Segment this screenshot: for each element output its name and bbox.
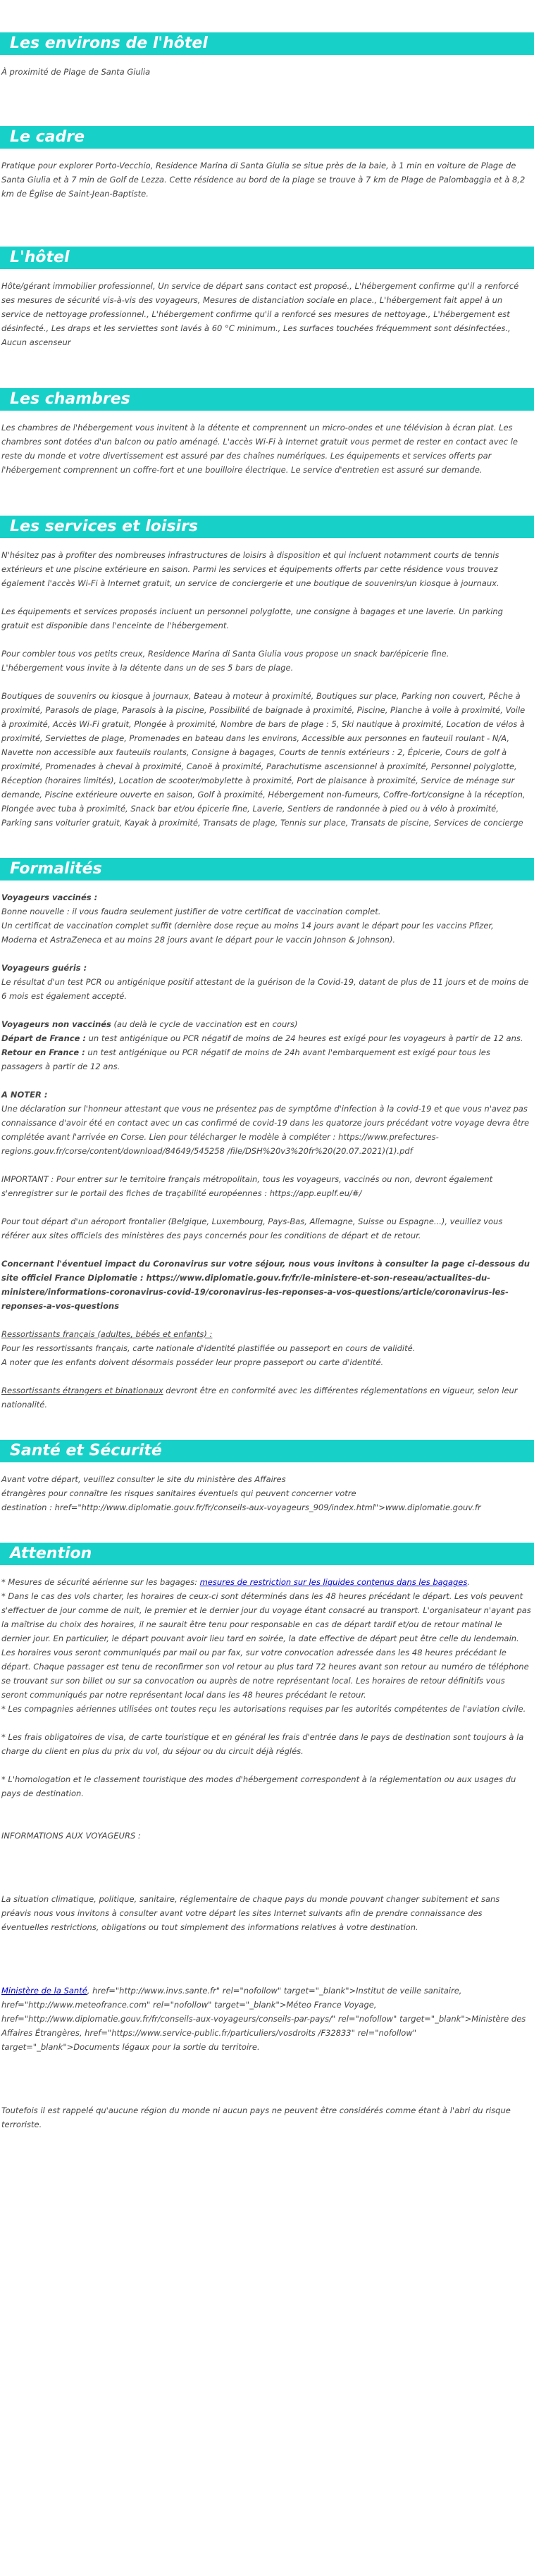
ressort-etr-heading: Ressortissants étrangers et binationaux — [1, 1386, 163, 1395]
sante-line-2: étrangères pour connaître les risques sanitaires éventuels qui peuvent concerner votre — [1, 1488, 356, 1498]
section-title-hotel: L'hôtel — [0, 247, 534, 269]
section-formalites — [0, 881, 534, 1412]
section-title-chambres: Les chambres — [0, 388, 534, 411]
sante-line-3: destination : href="http://www.diplomatie.gouv.fr/fr/conseils-aux-voyageurs_909/index.html">www.diplomatie.gouv.fr — [1, 1502, 481, 1512]
section-title-services: Les services et loisirs — [0, 516, 534, 538]
section-environs — [0, 55, 534, 79]
section-title-attention: Attention — [0, 1543, 534, 1565]
vacc-line-1: Bonne nouvelle : il vous faudra seulement justifier de votre certificat de vaccination complet. — [1, 907, 381, 916]
section-title-environs: Les environs de l'hôtel — [0, 32, 534, 55]
sante-line-1: Avant votre départ, veuillez consulter le site du ministère des Affaires — [1, 1474, 286, 1484]
vacc-heading: Voyageurs vaccinés : — [1, 892, 98, 902]
cadre-text: Pratique pour explorer Porto-Vecchio, Residence Marina di Santa Giulia se situe près de la baie, à 1 min en voiture de Plage de Santa Giulia et à 7 min de Golf de Lezza. Cette résidence au bord de la plage se trouve à 7 km de Plage de Palombaggia et à 8,2 km de Église de Saint-Jean-Baptiste. — [1, 161, 526, 199]
charter-text: * Dans le cas des vols charter, les horaires de ceux-ci sont déterminés dans les 48 heures précédant le départ. Les vols peuvent s'effectuer de jour comme de nuit, le premier et le dernier jour du voyage étant consacré au transport. L'organisateur n'ayant pas la maîtrise du choix des horaires, il ne saurait être tenu pour responsable en cas de départ tardif et/ou de retour matinal le dernier jour. En particulier, le départ pouvant avoir lieu tard en soirée, la date effective de départ peut être celle du lendemain. Les horaires vous seront communiqués par mail ou par fax, sur votre convocation adressée dans les 48 heures précédant le départ. Chaque passager est tenu de reconfirmer son vol retour au plus tard 72 heures avant son retour au numéro de téléphone se trouvant sur son billet ou sur sa convocation ou auprès de notre représentant local. Les horaires de retour définitifs vous seront communiqués par notre représentant local dans les 48 heures précédant le retour. — [1, 1591, 531, 1700]
section-services — [0, 538, 534, 830]
ressort-fr-heading: Ressortissants français (adultes, bébés et enfants) : — [1, 1329, 213, 1339]
retour-label: Retour en France : — [1, 1047, 85, 1057]
terrorisme-text: Toutefois il est rappelé qu'aucune région du monde ni aucun pays ne peuvent être considérés comme étant à l'abri du risque terroriste. — [1, 2105, 511, 2129]
anoter-heading: A NOTER : — [1, 1090, 48, 1100]
depart-label: Départ de France : — [1, 1033, 86, 1043]
mesures-suffix: . — [467, 1577, 471, 1587]
concernant-text: Concernant l'éventuel impact du Coronavirus sur votre séjour, nous vous invitons à consulter la page ci-dessous du site officiel France Diplomatie : https://www.diplomatie.gouv.fr/fr/le-ministere-et-son-reseau/actualites-du-ministere/informations-coronavirus-covid-19/coronavirus-les-reponses-a-vos-questions/article/coronavirus-les-reponses-a-vos-questions — [1, 1259, 530, 1311]
section-cadre — [0, 149, 534, 201]
ministere-link[interactable]: Ministère de la Santé — [1, 1986, 87, 1996]
vacc-line-2: Un certificat de vaccination complet suffit (dernière dose reçue au moins 14 jours avant le départ pour les vaccins Pfizer, Moderna et AstraZeneca et au moins 28 jours avant le départ pour le vaccin Johnson & Johnson). — [1, 921, 494, 945]
hotel-text: Hôte/gérant immobilier professionnel, Un service de départ sans contact est proposé., L'hébergement confirme qu'il a renforcé ses mesures de sécurité vis-à-vis des voyageurs, Mesures de distanciation sociale en place., L'hébergement fait appel à un service de nettoyage professionnel., L'hébergement confirme qu'il a renforcé ses mesures de nettoyage., L'hébergement est désinfecté., Les draps et les serviettes sont lavés à 60 °C minimum., Les surfaces touchées fréquemment sont désinfectées., Aucun ascenseur — [1, 281, 519, 347]
section-title-sante: Santé et Sécurité — [0, 1440, 534, 1462]
compagnies-text: * Les compagnies aériennes utilisées ont toutes reçu les autorisations requises par les autorités compétentes de l'aviation civile. — [1, 1704, 526, 1714]
services-p2: Les équipements et services proposés incluent un personnel polyglotte, une consigne à bagages et une laverie. Un parking gratuit est disponible dans l'enceinte de l'hébergement. — [1, 606, 503, 630]
mesures-link[interactable]: mesures de restriction sur les liquides contenus dans les bagages — [199, 1577, 468, 1587]
ministere-text: , href="http://www.invs.sante.fr" rel="nofollow" target="_blank">Institut de veille sanitaire, href="http://www.meteofrance.com" rel="nofollow" target="_blank">Méteo France Voyage, href="http://www.diplomatie.gouv.fr/fr/conseils-aux-voyageurs/conseils-par-pays/" rel="nofollow" target="_blank">Ministère des Affaires Étrangères, href="https://www.service-public.fr/particuliers/vosdroits /F32833" rel="nofollow" target="_blank">Documents légaux pour la sortie du territoire. — [1, 1986, 526, 2052]
services-p4: Boutiques de souvenirs ou kiosque à journaux, Bateau à moteur à proximité, Boutiques sur place, Parking non couvert, Pêche à proximité, Parasols de plage, Parasols à la piscine, Possibilité de baignade à proximité, Piscine, Planche à voile à proximité, Voile à proximité, Accès Wi-Fi gratuit, Plongée à proximité, Nombre de bars de plage : 5, Ski nautique à proximité, Location de vélos à proximité, Serviettes de plage, Promenades en bateau dans les environs, Accessible aux personnes en fauteuil roulant - N/A, Navette non accessible aux fauteuils roulants, Consigne à bagages, Courts de tennis extérieurs : 2, Épicerie, Cours de golf à proximité, Promenades à cheval à proximité, Canoë à proximité, Parachutisme ascensionnel à proximité, Personnel polyglotte, Réception (horaires limités), Location de scooter/mobylette à proximité, Port de plaisance à proximité, Service de ménage sur demande, Piscine extérieure ouverte en saison, Golf à proximité, Hébergement non-fumeurs, Coffre-fort/consigne à la réception, Plongée avec tuba à proximité, Snack bar et/ou épicerie fine, Laverie, Sentiers de randonnée à pied ou à vélo à proximité, Parking sans voiturier gratuit, Kayak à proximité, Transats de plage, Tennis sur place, Transats de piscine, Services de concierge — [1, 691, 526, 828]
nonvacc-heading: Voyageurs non vaccinés — [1, 1019, 111, 1029]
ressort-etr-text: devront être en conformité avec les différentes réglementations en vigueur, selon leur nationalité. — [1, 1386, 518, 1410]
section-title-formalites: Formalités — [0, 858, 534, 881]
frais-text: * Les frais obligatoires de visa, de carte touristique et en général les frais d'entrée dans le pays de destination sont toujours à la charge du client en plus du prix du vol, du séjour ou du circuit déjà réglés. — [1, 1732, 524, 1756]
important-text: IMPORTANT : Pour entrer sur le territoire français métropolitain, tous les voyageurs, vaccinés ou non, devront également s'enregistrer sur le portail des fiches de traçabilité européennes : https://app.euplf.eu/#/ — [1, 1174, 493, 1198]
ressort-fr-line-1: Pour les ressortissants français, carte nationale d'identité plastifiée ou passeport en cours de validité. — [1, 1343, 416, 1353]
depart-text: un test antigénique ou PCR négatif de moins de 24 heures est exigé pour les voyageurs à partir de 12 ans. — [85, 1033, 523, 1043]
section-title-cadre: Le cadre — [0, 126, 534, 149]
retour-text: un test antigénique ou PCR négatif de moins de 24h avant l'embarquement est exigé pour tous les passagers à partir de 12 ans. — [1, 1047, 490, 1071]
homologation-text: * L'homologation et le classement touristique des modes d'hébergement correspondent à la réglementation ou aux usages du pays de destination. — [1, 1774, 516, 1798]
section-chambres — [0, 411, 534, 477]
section-hotel — [0, 269, 534, 349]
section-attention — [0, 1565, 534, 2132]
services-p1: N'hésitez pas à profiter des nombreuses infrastructures de loisirs à disposition et qui incluent notamment courts de tennis extérieurs et une piscine extérieure en saison. Parmi les services et équipements offerts par cette résidence vous trouvez également l'accès Wi-Fi à Internet gratuit, un service de conciergerie et une boutique de souvenirs/un kiosque à journaux. — [1, 550, 499, 588]
gueris-heading: Voyageurs guéris : — [1, 963, 87, 973]
infos-heading: INFORMATIONS AUX VOYAGEURS : — [1, 1831, 141, 1841]
section-sante — [0, 1462, 534, 1514]
nonvacc-note: (au delà le cycle de vaccination est en cours) — [111, 1019, 298, 1029]
services-p3a: Pour combler tous vos petits creux, Residence Marina di Santa Giulia vous propose un snack bar/épicerie fine. — [1, 649, 449, 659]
mesures-prefix: * Mesures de sécurité aérienne sur les bagages: — [1, 1577, 200, 1587]
environs-text: À proximité de Plage de Santa Giulia — [1, 67, 151, 77]
anoter-text: Une déclaration sur l'honneur attestant que vous ne présentez pas de symptôme d'infection à la covid-19 et que vous n'avez pas connaissance d'avoir été en contact avec un cas confirmé de covid-19 dans les quatorze jours précédant votre voyage devra être complétée avant l'arrivée en Corse. Lien pour télécharger le modèle à compléter : https://www.prefectures-regions.gouv.fr/corse/content/download/84649/545258 /file/DSH%20v3%20fr%20(20.07.2021)(1).pdf — [1, 1104, 530, 1156]
situation-text: La situation climatique, politique, sanitaire, réglementaire de chaque pays du monde pouvant changer subitement et sans préavis nous vous invitons à consulter avant votre départ les sites Internet suivants afin de prendre connaissance des éventuelles restrictions, obligations ou tout simplement des informations relatives à votre destination. — [1, 1894, 500, 1932]
chambres-text: Les chambres de l'hébergement vous invitent à la détente et comprennent un micro-ondes et une télévision à écran plat. Les chambres sont dotées d'un balcon ou patio aménagé. L'accès Wi-Fi à Internet gratuit vous permet de rester en contact avec le reste du monde et votre divertissement est assuré par des chaînes numériques. Les équipements et services offerts par l'hébergement comprennent un coffre-fort et une bouilloire électrique. Le service d'entretien est assuré sur demande. — [1, 423, 518, 475]
services-p3b: L'hébergement vous invite à la détente dans un de ses 5 bars de plage. — [1, 663, 294, 673]
ressort-fr-line-2: A noter que les enfants doivent désormais posséder leur propre passeport ou carte d'identité. — [1, 1357, 384, 1367]
aeroport-text: Pour tout départ d'un aéroport frontalier (Belgique, Luxembourg, Pays-Bas, Allemagne, Suisse ou Espagne...), veuillez vous référer aux sites officiels des ministères des pays concernés pour les conditions de départ et de retour. — [1, 1217, 503, 1240]
gueris-line-1: Le résultat d'un test PCR ou antigénique positif attestant de la guérison de la Covid-19, datant de plus de 11 jours et de moins de 6 mois est également accepté. — [1, 977, 529, 1001]
